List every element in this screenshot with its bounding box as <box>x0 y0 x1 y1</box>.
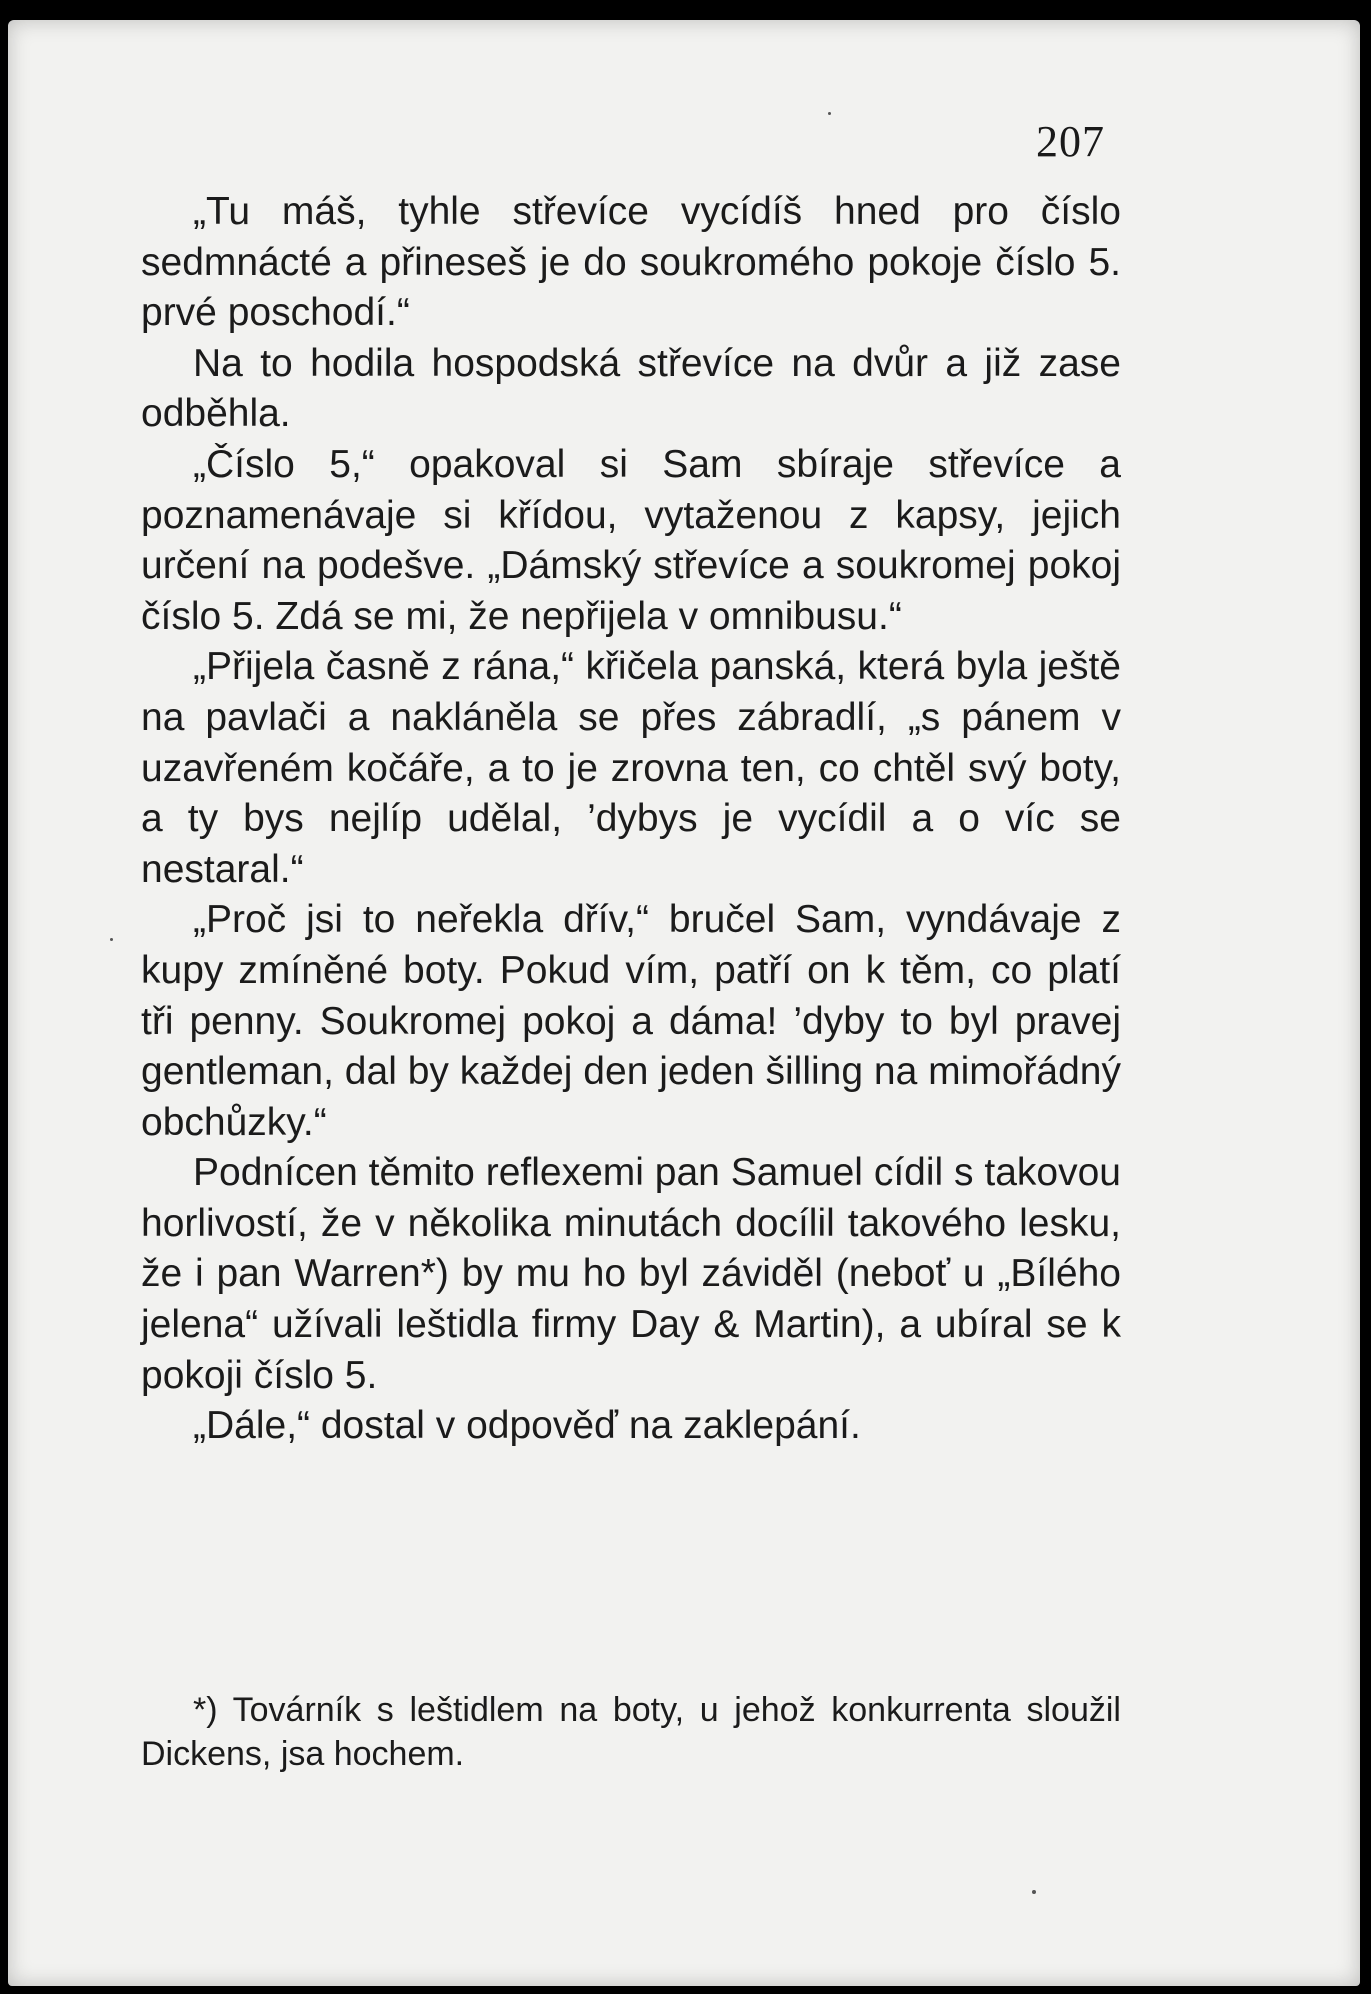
paragraph-4: „Přijela časně z rána,“ křičela panská, která byla ještě na pavlači a nakláněla se přes zábradlí, „s pánem v uzavřeném kočáře, a to je zrovna ten, co chtěl svý boty, a ty bys nejlíp udělal, ’dybys je vycídil a o víc se nestaral.“ <box>141 645 1121 891</box>
paragraph-2: Na to hodila hospodská střevíce na dvůr a již zase odběhla. <box>141 341 1121 436</box>
page-number: 207 <box>1036 117 1105 166</box>
book-page <box>8 20 1360 1986</box>
print-speck <box>1032 1890 1036 1894</box>
print-speck <box>828 112 831 115</box>
paragraph-1: „Tu máš, tyhle střevíce vycídíš hned pro číslo sedmnácté a přineseš je do soukromého pokoje číslo 5. prvé poschodí.“ <box>141 190 1121 335</box>
footnote: *) Továrník s leštidlem na boty, u jehož konkurrenta sloužil Dickens, jsa hochem. <box>141 1691 1121 1773</box>
paragraph-5: „Proč jsi to neřekla dřív,“ bručel Sam, vyndávaje z kupy zmíněné boty. Pokud vím, patří on k těm, co platí tři penny. Soukromej pokoj a dáma! ’dyby to byl pravej gentleman, dal by každej den jeden šilling na mimořádný obchůzky.“ <box>141 898 1121 1144</box>
paragraph-7: „Dále,“ dostal v odpověď na zaklepání. <box>193 1404 861 1448</box>
paragraph-3: „Číslo 5,“ opakoval si Sam sbíraje střevíce a poznamenávaje si křídou, vytaženou z kapsy, jejich určení na podešve. „Dámský střevíce a soukromej pokoj číslo 5. Zdá se mi, že nepřijela v omnibusu.“ <box>141 442 1121 638</box>
print-speck <box>110 938 113 941</box>
body-text <box>141 187 1121 1452</box>
paragraph-6: Podnícen těmito reflexemi pan Samuel cídil s takovou horlivostí, že v několika minutách docílil takového lesku, že i pan Warren*) by mu ho byl záviděl (neboť u „Bílého jelena“ užívali leštidla firmy Day & Martin), a ubíral se k pokoji číslo 5. <box>141 1151 1121 1397</box>
